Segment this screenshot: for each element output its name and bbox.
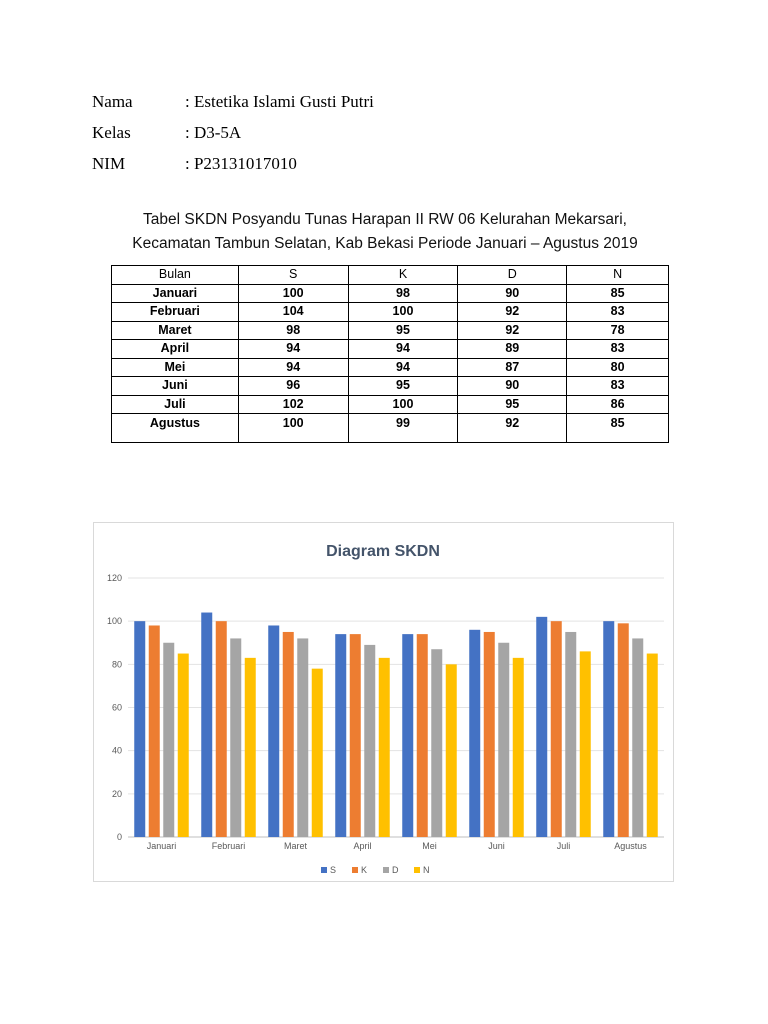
table-row xyxy=(112,321,669,340)
info-row-nama xyxy=(92,86,374,117)
table-row xyxy=(112,284,669,303)
bar-k-februari xyxy=(216,621,227,837)
info-label: Nama xyxy=(92,91,133,111)
bar-k-maret xyxy=(283,632,294,837)
table-cell: Februari xyxy=(112,303,239,322)
column-header-s: S xyxy=(238,266,348,285)
bar-n-januari xyxy=(178,654,189,837)
table-cell: 89 xyxy=(458,340,567,359)
bar-n-april xyxy=(379,658,390,837)
table-cell: 85 xyxy=(567,414,669,443)
legend-label: K xyxy=(361,865,368,875)
bar-s-agustus xyxy=(603,621,614,837)
table-cell: 83 xyxy=(567,377,669,396)
bar-s-januari xyxy=(134,621,145,837)
bar-n-juli xyxy=(580,651,591,837)
skdn-table xyxy=(111,265,669,443)
table-cell: 94 xyxy=(238,340,348,359)
bar-s-mei xyxy=(402,634,413,837)
caption-line: Tabel SKDN Posyandu Tunas Harapan II RW 06 Kelurahan Mekarsari, xyxy=(143,211,627,228)
table-cell: 94 xyxy=(348,340,458,359)
table-cell: 100 xyxy=(348,395,458,414)
x-tick-label: Juli xyxy=(556,841,571,851)
bar-d-mei xyxy=(431,649,442,837)
table-row xyxy=(112,340,669,359)
table-cell: 90 xyxy=(458,284,567,303)
y-tick-label: 40 xyxy=(111,745,122,756)
table-cell: 94 xyxy=(348,358,458,377)
y-tick-label: 0 xyxy=(116,832,122,842)
table-row xyxy=(112,414,669,443)
caption-line: Kecamatan Tambun Selatan, Kab Bekasi Periode Januari – Agustus 2019 xyxy=(132,235,638,252)
bar-k-juli xyxy=(551,621,562,837)
table-row xyxy=(112,377,669,396)
bar-d-januari xyxy=(163,643,174,837)
x-tick-label: Maret xyxy=(283,841,308,851)
table-cell: 92 xyxy=(458,303,567,322)
info-value: : Estetika Islami Gusti Putri xyxy=(185,91,374,111)
bar-s-juni xyxy=(469,630,480,837)
legend-swatch-k xyxy=(352,867,358,873)
bar-n-maret xyxy=(312,669,323,837)
bar-d-agustus xyxy=(632,638,643,837)
table-cell: 100 xyxy=(238,284,348,303)
bar-d-april xyxy=(364,645,375,837)
legend-swatch-d xyxy=(383,867,389,873)
table-header-row xyxy=(112,266,669,285)
table-cell: 86 xyxy=(567,395,669,414)
info-value: : D3-5A xyxy=(185,122,242,142)
table-cell: Agustus xyxy=(112,414,239,443)
skdn-bar-chart xyxy=(94,523,673,881)
table-cell: 99 xyxy=(348,414,458,443)
table-row xyxy=(112,358,669,377)
table-cell: 87 xyxy=(458,358,567,377)
x-tick-label: Mei xyxy=(422,841,437,851)
table-cell: 100 xyxy=(238,414,348,443)
table-cell: 98 xyxy=(348,284,458,303)
table-cell: 96 xyxy=(238,377,348,396)
chart-container xyxy=(93,522,674,882)
bar-k-april xyxy=(350,634,361,837)
bar-n-februari xyxy=(245,658,256,837)
table-cell: 85 xyxy=(567,284,669,303)
info-value: : P23131017010 xyxy=(185,153,297,173)
y-tick-label: 60 xyxy=(111,702,122,713)
info-label: NIM xyxy=(92,153,126,173)
legend-label: S xyxy=(330,865,337,875)
bar-k-agustus xyxy=(618,623,629,837)
bar-n-juni xyxy=(513,658,524,837)
chart-title: Diagram SKDN xyxy=(326,543,440,560)
column-header-d: D xyxy=(458,266,567,285)
bar-k-januari xyxy=(149,625,160,837)
table-cell: 92 xyxy=(458,321,567,340)
bar-d-juli xyxy=(565,632,576,837)
y-tick-label: 100 xyxy=(106,616,122,627)
x-tick-label: Januari xyxy=(146,841,177,851)
table-row xyxy=(112,395,669,414)
table-cell: Januari xyxy=(112,284,239,303)
table-cell: 83 xyxy=(567,303,669,322)
column-header-n: N xyxy=(567,266,669,285)
bar-k-juni xyxy=(484,632,495,837)
bar-d-februari xyxy=(230,638,241,837)
table-cell: Juli xyxy=(112,395,239,414)
student-info xyxy=(92,86,374,179)
column-header-bulan: Bulan xyxy=(112,266,239,285)
table-cell: Maret xyxy=(112,321,239,340)
table-cell: 98 xyxy=(238,321,348,340)
table-cell: 100 xyxy=(348,303,458,322)
legend-swatch-n xyxy=(414,867,420,873)
bar-n-mei xyxy=(446,664,457,837)
info-row-kelas xyxy=(92,117,374,148)
info-row-nim xyxy=(92,148,374,179)
table-caption xyxy=(90,208,680,256)
table-row xyxy=(112,303,669,322)
table-cell: 94 xyxy=(238,358,348,377)
bar-s-april xyxy=(335,634,346,837)
table-cell: 95 xyxy=(348,377,458,396)
info-label: Kelas xyxy=(92,122,131,142)
column-header-k: K xyxy=(348,266,458,285)
x-tick-label: Februari xyxy=(211,841,246,851)
y-tick-label: 20 xyxy=(111,788,122,799)
table-cell: 90 xyxy=(458,377,567,396)
table-cell: 102 xyxy=(238,395,348,414)
bar-n-agustus xyxy=(647,654,658,837)
y-tick-label: 120 xyxy=(106,573,122,583)
y-tick-label: 80 xyxy=(111,659,122,670)
bar-s-maret xyxy=(268,625,279,837)
bar-d-juni xyxy=(498,643,509,837)
x-tick-label: April xyxy=(353,841,372,851)
bar-s-februari xyxy=(201,613,212,837)
table-cell: Juni xyxy=(112,377,239,396)
table-cell: April xyxy=(112,340,239,359)
table-cell: 83 xyxy=(567,340,669,359)
x-tick-label: Juni xyxy=(488,841,505,851)
table-cell: 78 xyxy=(567,321,669,340)
legend-label: D xyxy=(392,865,399,875)
bar-s-juli xyxy=(536,617,547,837)
table-cell: 92 xyxy=(458,414,567,443)
x-tick-label: Agustus xyxy=(614,841,647,851)
table-cell: 104 xyxy=(238,303,348,322)
table-cell: 95 xyxy=(348,321,458,340)
table-cell: 80 xyxy=(567,358,669,377)
table-cell: 95 xyxy=(458,395,567,414)
bar-d-maret xyxy=(297,638,308,837)
legend-label: N xyxy=(423,865,430,875)
legend-swatch-s xyxy=(321,867,327,873)
bar-k-mei xyxy=(417,634,428,837)
table-cell: Mei xyxy=(112,358,239,377)
